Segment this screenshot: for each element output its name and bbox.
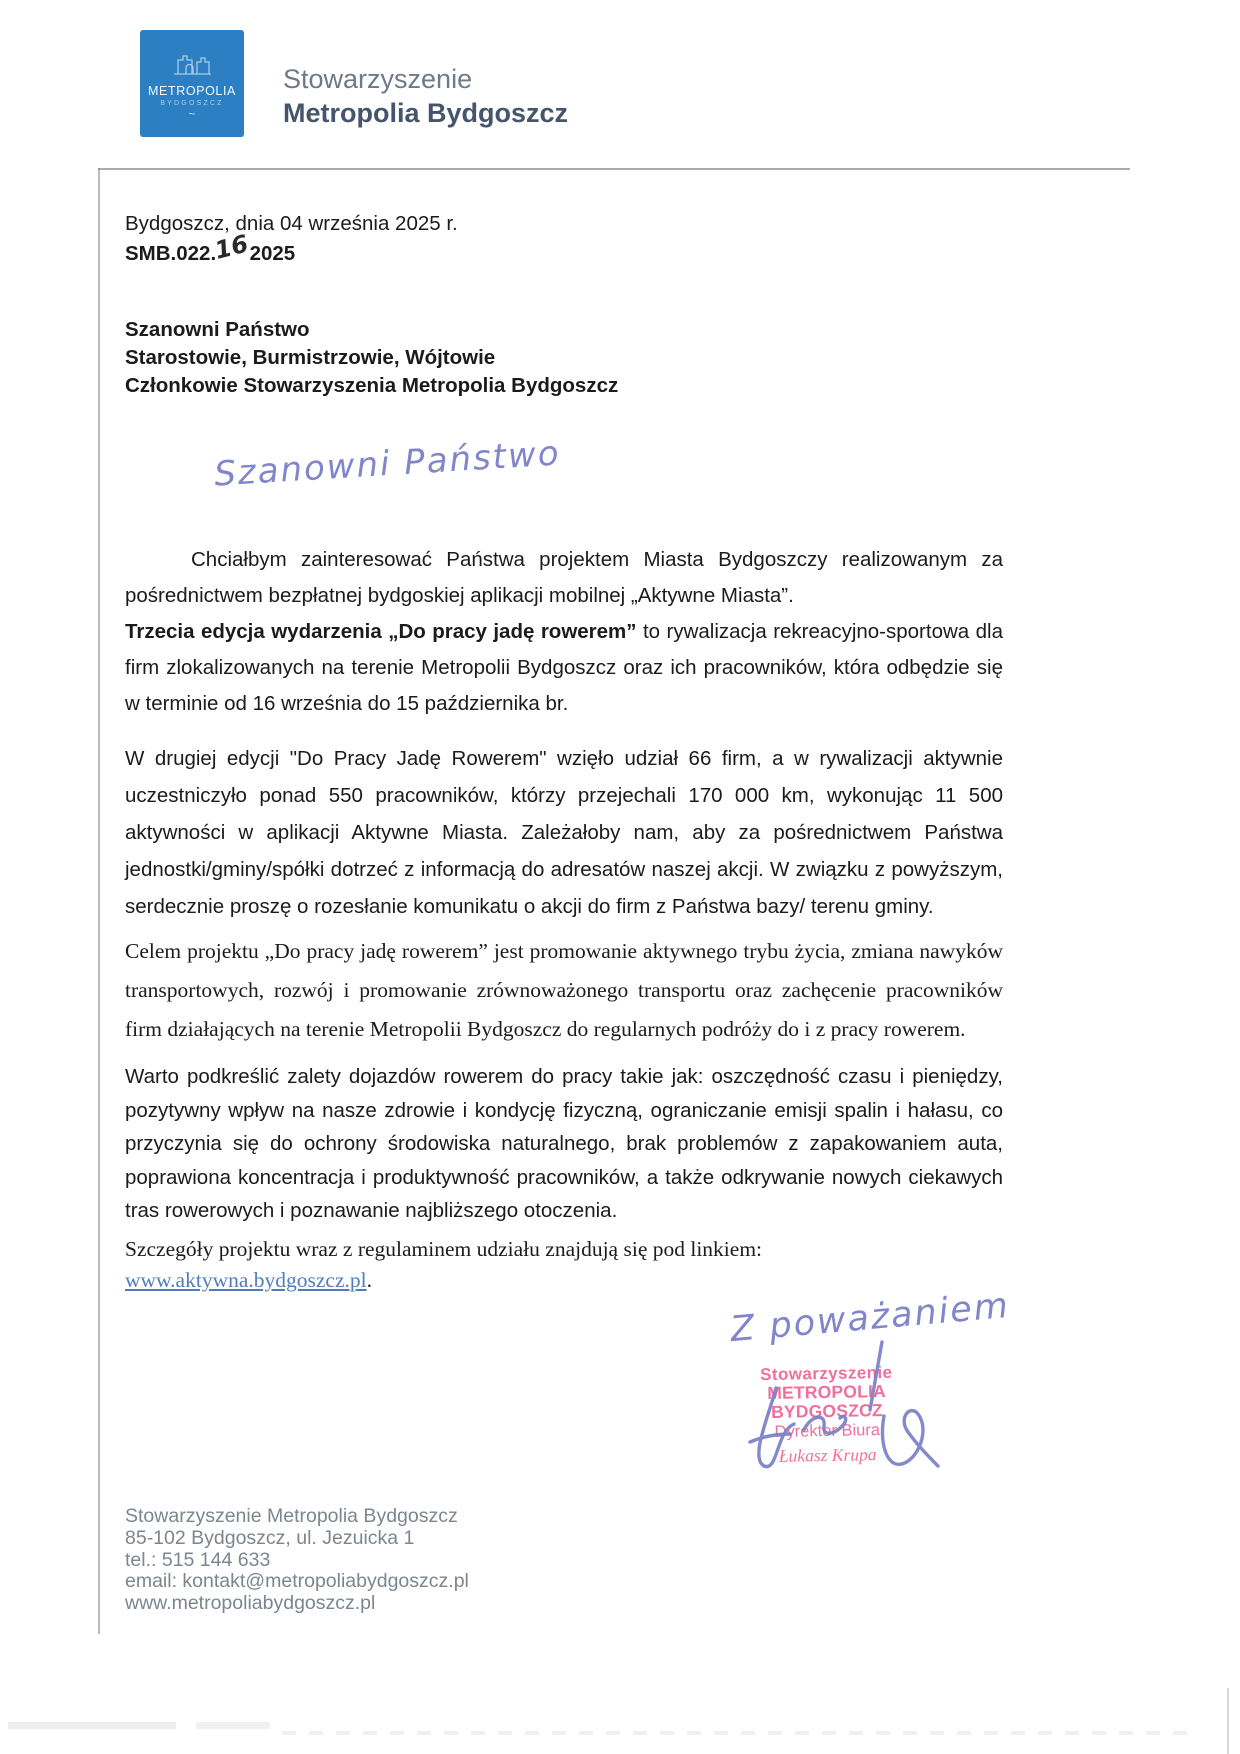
scan-artifact — [196, 1722, 270, 1729]
link-paragraph — [125, 1234, 1003, 1296]
ref-handwritten-number: 16 — [212, 229, 252, 265]
paragraph-second-edition-stats: W drugiej edycji "Do Pracy Jadę Rowerem" wzięło udział 66 firm, a w rywalizacji aktywnie uczestniczyło ponad 550 pracowników, którzy przejechali 170 000 km, wykonując 11 500 aktywności w aplikacji Aktywne Miasta. Zależałoby nam, aby za pośrednictwem Państwa jednostki/gminy/spółki dotrzeć z informacją do adresatów naszej akcji. W związku z powyższym, serdecznie proszę o rozesłanie komunikatu o akcji do firm z Państwa bazy/ terenu gminy. — [125, 747, 1003, 918]
wave-icon: ~ — [188, 107, 196, 121]
stamp-line4: Łukasz Krupa — [778, 1444, 877, 1466]
link-intro-text: Szczegóły projektu wraz z regulaminem udziału znajdują się pod linkiem: — [125, 1237, 763, 1261]
p1-first-sentence: Chciałbym zainteresować Państwa projektem Miasta Bydgoszczy realizowanym za pośrednictwem bezpłatnej bydgoskiej aplikacji mobilnej „Aktywne Miasta”. — [125, 548, 1003, 607]
footer-org: Stowarzyszenie Metropolia Bydgoszcz — [125, 1505, 458, 1527]
footer-contact-block — [125, 1506, 469, 1615]
recipient-line2: Starostowie, Burmistrzowie, Wójtowie — [125, 346, 496, 369]
stamp-line1: Stowarzyszenie — [760, 1362, 893, 1385]
stamp-line3: Dyrektor Biura — [774, 1421, 881, 1441]
logo-text-bydgoszcz: BYDGOSZCZ — [160, 100, 224, 107]
reference-number — [125, 229, 458, 268]
paragraph-intro — [125, 542, 1003, 722]
organization-logo — [140, 30, 244, 137]
ref-prefix: SMB.022. — [125, 242, 217, 265]
top-rule — [98, 168, 1130, 170]
scan-artifact — [8, 1722, 176, 1729]
paragraph-project-goal: Celem projektu „Do pracy jadę rowerem” jest promowanie aktywnego trybu życia, zmiana nawyków transportowych, rozwój i promowanie zrównoważonego transportu oraz zachęcenie pracowników firm działających na terenie Metropolii Bydgoszcz do regularnych podróży do i z pracy rowerem. — [125, 939, 1003, 1041]
recipient-line1: Szanowni Państwo — [125, 318, 310, 341]
place-date-line: Bydgoszcz, dnia 04 września 2025 r. — [125, 212, 458, 235]
castle-icon — [171, 49, 213, 81]
footer-phone: tel.: 515 144 633 — [125, 1548, 271, 1571]
scan-artifact — [1227, 1688, 1229, 1754]
date-block — [125, 210, 458, 268]
scan-artifact — [282, 1731, 1200, 1735]
stamp-line2: METROPOLIA BYDGOSZCZ — [767, 1380, 887, 1422]
signature-scribble-icon — [732, 1336, 962, 1491]
left-rule — [98, 168, 100, 1634]
p1-rest: to rywalizacja rekreacyjno-sportowa dla firm zlokalizowanych na terenie Metropolii Bydgoszcz oraz ich pracowników, która odbędzie się w terminie od 16 września do 15 października br. — [125, 620, 1003, 715]
logo-text-metropolia: METROPOLIA — [148, 84, 236, 98]
handwritten-closing: Z poważaniem — [728, 1285, 1012, 1351]
organization-name — [283, 62, 568, 130]
org-name-line2: Metropolia Bydgoszcz — [283, 98, 569, 128]
recipient-block — [125, 316, 618, 400]
handwritten-greeting: Szanowni Państwo — [213, 433, 562, 495]
ref-suffix: 2025 — [249, 242, 296, 265]
recipient-line3: Członkowie Stowarzyszenia Metropolia Bydgoszcz — [125, 374, 619, 397]
paragraph-benefits: Warto podkreślić zalety dojazdów rowerem do pracy takie jak: oszczędność czasu i pieniędzy, pozytywny wpływ na nasze zdrowie i kondycję fizyczną, ograniczanie emisji spalin i hałasu, co przyczynia się do ochrony środowiska naturalnego, brak problemów z zapakowaniem auta, poprawiona koncentracja i produktywność pracowników, a także odkrywanie nowych ciekawych tras rowerowych i poznawanie najbliższego otoczenia. — [125, 1065, 1003, 1222]
footer-email: email: kontakt@metropoliabydgoszcz.pl — [125, 1570, 469, 1593]
project-rules-link[interactable]: www.aktywna.bydgoszcz.pl — [125, 1268, 367, 1292]
org-name-line1: Stowarzyszenie — [283, 64, 473, 94]
p1-bold-event-title: Trzecia edycja wydarzenia „Do pracy jadę rowerem” — [125, 620, 637, 643]
footer-address: 85-102 Bydgoszcz, ul. Jezuicka 1 — [125, 1526, 415, 1549]
footer-website: www.metropoliabydgoszcz.pl — [125, 1592, 376, 1615]
link-suffix-dot: . — [366, 1268, 372, 1292]
